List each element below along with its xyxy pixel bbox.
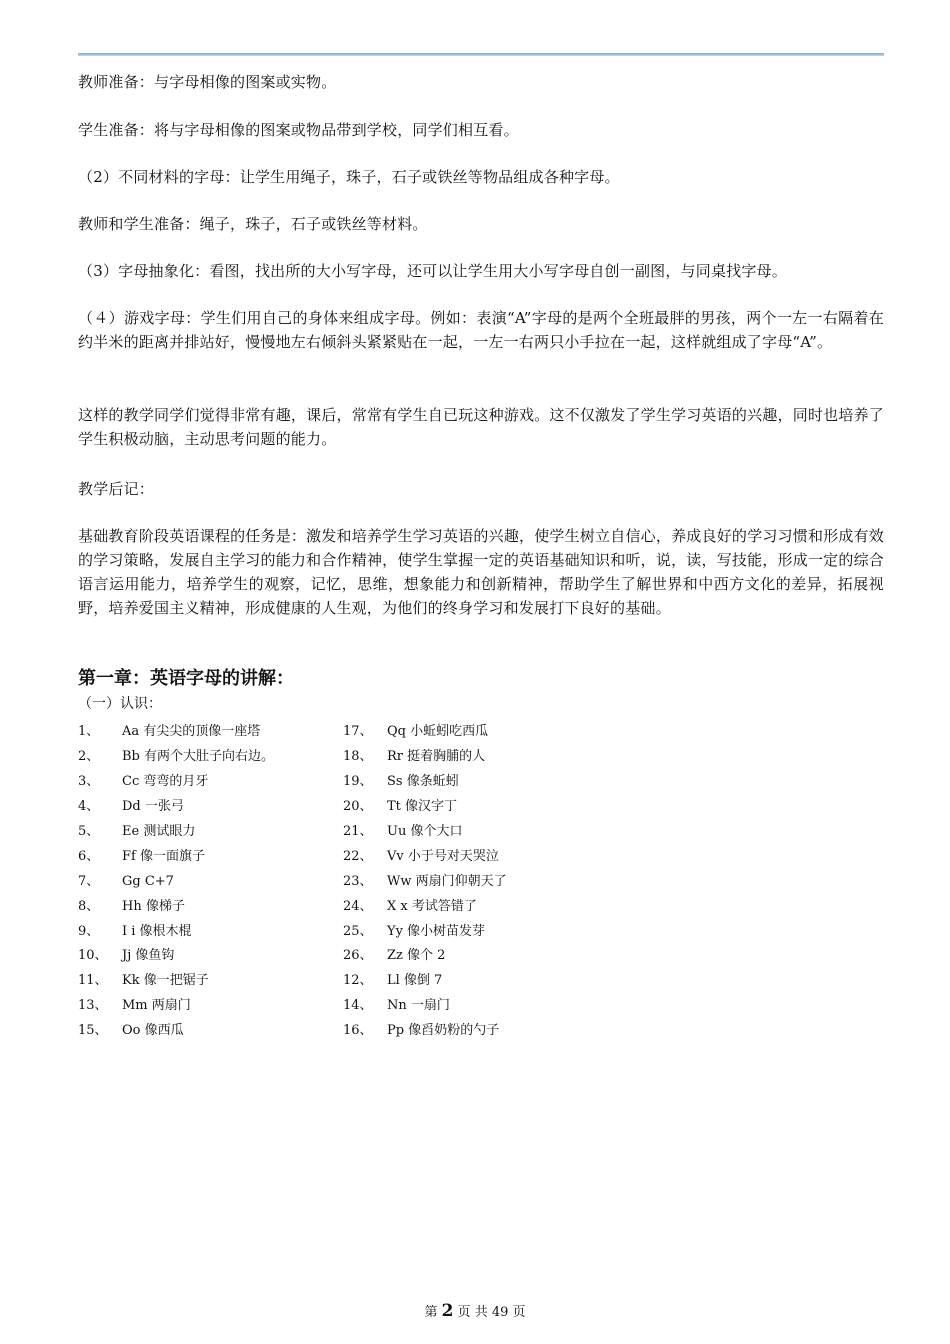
paragraph-postscript-title: 教学后记： — [78, 480, 155, 498]
item-text: Ll 像倒 7 — [387, 973, 443, 988]
item-number: 19、 — [343, 774, 373, 789]
item-text: Uu 像个大口 — [387, 824, 463, 839]
list-item — [343, 997, 450, 1015]
paragraph-materials-prep: 教师和学生准备：绳子，珠子，石子或铁丝等材料。 — [78, 215, 428, 233]
item-text: Ff 像一面旗子 — [122, 849, 205, 864]
item-text: Jj 像鱼钩 — [122, 948, 175, 963]
paragraph-game-letters: （４）游戏字母：学生们用自己的身体来组成字母。例如：表演“A”字母的是两个全班最胖的男孩，两个一左一右隔着在约半米的距离并排站好，慢慢地左右倾斜头紧紧贴在一起，一左一右两只小手拉在一起，这样就组成了字母“A”。 — [78, 309, 884, 351]
paragraph-curriculum: 基础教育阶段英语课程的任务是：激发和培养学生学习英语的兴趣，使学生树立自信心，养成良好的学习习惯和形成有效的学习策略，发展自主学习的能力和合作精神，使学生掌握一定的英语基础知识和听，说，读，写技能，形成一定的综合语言运用能力，培养学生的观察，记忆，思维，想象能力和创新精神，帮助学生了解世界和中西方文化的差异，拓展视野，培养爱国主义精神，形成健康的人生观，为他们的终身学习和发展打下良好的基础。 — [78, 527, 884, 617]
item-text: Pp 像舀奶粉的勺子 — [387, 1023, 500, 1038]
page-footer — [0, 1300, 950, 1324]
list-item — [78, 997, 191, 1015]
item-text: Yy 像小树苗发芽 — [387, 924, 486, 939]
item-text: Kk 像一把锯子 — [122, 973, 209, 988]
item-number: 11、 — [78, 973, 108, 988]
item-number: 23、 — [343, 874, 373, 889]
item-text: Aa 有尖尖的顶像一座塔 — [122, 724, 261, 739]
item-number: 3、 — [78, 774, 100, 789]
list-item — [343, 723, 488, 741]
item-number: 6、 — [78, 849, 100, 864]
paragraph-abstract-letters: （3）字母抽象化：看图，找出所的大小写字母，还可以让学生用大小写字母自创一副图，与同桌找字母。 — [78, 262, 787, 280]
item-number: 8、 — [78, 899, 100, 914]
list-item — [78, 873, 174, 891]
list-item — [78, 1022, 184, 1040]
item-text: Ww 两扇门仰朝天了 — [387, 874, 507, 889]
item-number: 13、 — [78, 998, 108, 1013]
item-number: 2、 — [78, 749, 100, 764]
list-item — [78, 848, 205, 866]
item-number: 20、 — [343, 799, 373, 814]
list-item — [343, 823, 462, 841]
item-text: Rr 挺着胸脯的人 — [387, 749, 486, 764]
paragraph-materials-letters: （2）不同材料的字母：让学生用绳子，珠子，石子或铁丝等物品组成各种字母。 — [78, 168, 620, 186]
footer-suffix: 页 — [512, 1305, 526, 1320]
list-item — [343, 972, 442, 990]
footer-middle: 页 共 — [457, 1305, 488, 1320]
item-number: 12、 — [343, 973, 373, 988]
list-item — [78, 923, 192, 941]
item-text: Mm 两扇门 — [122, 998, 191, 1013]
item-text: Cc 弯弯的月牙 — [122, 774, 209, 789]
item-number: 15、 — [78, 1023, 108, 1038]
item-number: 9、 — [78, 924, 100, 939]
list-item — [78, 823, 195, 841]
paragraph-student-prep: 学生准备：将与字母相像的图案或物品带到学校，同学们相互看。 — [78, 121, 519, 139]
item-text: Ss 像条蚯蚓 — [387, 774, 459, 789]
list-item — [343, 923, 485, 941]
current-page-number: 2 — [441, 1301, 454, 1321]
total-pages: 49 — [491, 1305, 509, 1320]
list-item — [343, 1022, 499, 1040]
list-item — [78, 748, 274, 766]
list-item — [78, 947, 174, 965]
item-text: Hh 像梯子 — [122, 899, 185, 914]
item-text: Bb 有两个大肚子向右边。 — [122, 749, 275, 764]
paragraph-teacher-prep: 教师准备：与字母相像的图案或实物。 — [78, 73, 337, 91]
list-item — [78, 898, 185, 916]
item-text: Ee 测试眼力 — [122, 824, 196, 839]
item-number: 22、 — [343, 849, 373, 864]
list-item — [78, 972, 209, 990]
footer-prefix: 第 — [424, 1305, 438, 1320]
item-text: Zz 像个 2 — [387, 948, 446, 963]
list-item — [343, 873, 507, 891]
item-number: 5、 — [78, 824, 100, 839]
list-item — [343, 947, 445, 965]
item-number: 7、 — [78, 874, 100, 889]
item-text: Nn 一扇门 — [387, 998, 450, 1013]
list-item — [343, 798, 457, 816]
item-number: 24、 — [343, 899, 373, 914]
item-number: 16、 — [343, 1023, 373, 1038]
item-text: Qq 小蚯蚓吃西瓜 — [387, 724, 489, 739]
item-number: 17、 — [343, 724, 373, 739]
item-number: 25、 — [343, 924, 373, 939]
item-number: 1、 — [78, 724, 100, 739]
item-text: X x 考试答错了 — [387, 899, 477, 914]
item-text: I i 像根木棍 — [122, 924, 192, 939]
item-text: Tt 像汉字丁 — [387, 799, 458, 814]
list-item — [343, 748, 485, 766]
paragraph-effect: 这样的教学同学们觉得非常有趣，课后，常常有学生自已玩这种游戏。这不仅激发了学生学习英语的兴趣，同时也培养了学生积极动脑，主动思考问题的能力。 — [78, 406, 884, 448]
item-number: 18、 — [343, 749, 373, 764]
item-text: Dd 一张弓 — [122, 799, 184, 814]
section-title: （一）认识： — [78, 696, 162, 712]
list-item — [343, 898, 477, 916]
item-text: Oo 像西瓜 — [122, 1023, 184, 1038]
item-text: Gg C+7 — [122, 874, 174, 889]
list-item — [343, 848, 499, 866]
list-item — [343, 773, 459, 791]
list-item — [78, 773, 208, 791]
item-number: 14、 — [343, 998, 373, 1013]
item-number: 26、 — [343, 948, 373, 963]
item-number: 4、 — [78, 799, 100, 814]
chapter-title: 第一章：英语字母的讲解： — [78, 668, 294, 689]
item-text: Vv 小于号对天哭泣 — [387, 849, 499, 864]
item-number: 10、 — [78, 948, 108, 963]
item-number: 21、 — [343, 824, 373, 839]
header-rule — [78, 53, 884, 56]
list-item — [78, 798, 184, 816]
list-item — [78, 723, 260, 741]
